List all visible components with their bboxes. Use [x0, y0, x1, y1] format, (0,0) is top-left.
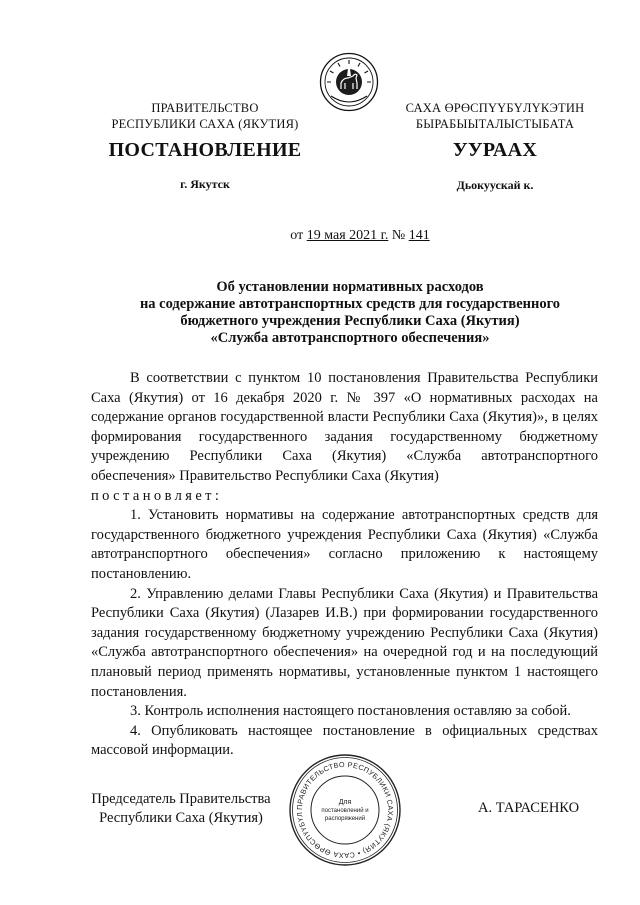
- title-line1: Об установлении нормативных расходов: [216, 279, 484, 295]
- title-line2: на содержание автотранспортных средств для государственного: [139, 296, 561, 312]
- date-prefix: от: [290, 228, 304, 243]
- item-4-paragraph: 4. Опубликовать настоящее постановление в официальных средствах массовой информации.: [91, 722, 598, 759]
- signatory-position-line1: Председатель Правительства: [91, 791, 271, 807]
- document-number: 141: [408, 228, 430, 243]
- city-ru: г. Якутск: [180, 177, 230, 191]
- stamp-ring-text: ПРАВИТЕЛЬСТВО РЕСПУБЛИКИ САХА (ЯКУТИЯ) • САХА ӨРӨСПҮҮБҮЛ: [294, 759, 396, 861]
- right-header-line2: БЫРАБЫЫТАЛЫСТЫБАТА: [415, 117, 575, 131]
- item-1-paragraph: 1. Установить нормативы на содержание автотранспортных средств для государственного бюджетного учреждения Республики Саха (Якутия) «Служба автотранспортного обеспечения» согласно приложению к настоящему постановлению.: [91, 507, 598, 582]
- left-header-line1: ПРАВИТЕЛЬСТВО: [151, 101, 259, 115]
- document-body: [91, 369, 598, 761]
- number-sign: №: [391, 228, 406, 243]
- doc-type-title-sakha: УУРААХ: [452, 139, 538, 161]
- decrees-word: постановляет:: [91, 487, 223, 504]
- title-line4: «Служба автотранспортного обеспечения»: [210, 330, 490, 346]
- signatory-position: [76, 790, 286, 828]
- official-seal-icon: [288, 753, 402, 867]
- emblem: [319, 52, 379, 112]
- stamp-center-line3: распоряжений: [324, 816, 366, 822]
- signatory-position-line2: Республики Саха (Якутия): [99, 810, 263, 826]
- stamp-center-line2: постановлений и: [321, 808, 369, 814]
- left-header-line2: РЕСПУБЛИКИ САХА (ЯКУТИЯ): [111, 117, 299, 131]
- stamp-center-line1: Для: [338, 799, 352, 806]
- document-title: [80, 279, 620, 347]
- preamble-paragraph: В соответствии с пунктом 10 постановления Правительства Республики Саха (Якутия) от 16 декабря 2020 г. № 397 «О нормативных расходах на содержание органов государственной власти Республики Саха (Якутия)», в целях формирования государственного задания государственному бюджетному учреждению Республики Саха (Якутия) «Служба автотранспортного обеспечения» Правительство Республики Саха (Якутия): [91, 370, 598, 484]
- official-stamp: [288, 753, 402, 867]
- document-date: 19 мая 2021 г.: [306, 228, 389, 243]
- item-3-paragraph: 3. Контроль исполнения настоящего постановления оставляю за собой.: [130, 703, 571, 720]
- right-header-line1: САХА ӨРӨСПҮҮБҮЛҮКЭТИН: [405, 101, 585, 115]
- signatory-name: А. ТАРАСЕНКО: [478, 800, 580, 816]
- city-sakha: Дьокуускай к.: [456, 178, 534, 192]
- date-number-line: [150, 228, 570, 244]
- title-line3: бюджетного учреждения Республики Саха (Якутия): [180, 313, 520, 329]
- doc-type-title-ru: ПОСТАНОВЛЕНИЕ: [108, 139, 302, 161]
- item-2-paragraph: 2. Управлению делами Главы Республики Саха (Якутия) и Правительства Республики Саха (Якутия) (Лазарев И.В.) при формировании государственного задания государственному бюджетному учреждению Республики Саха (Якутия) «Служба автотранспортного обеспечения» на очередной год и на последующий плановый период применять нормативы, установленные пунктом 1 настоящего постановления.: [91, 585, 598, 700]
- sakha-coat-of-arms-icon: [319, 52, 379, 112]
